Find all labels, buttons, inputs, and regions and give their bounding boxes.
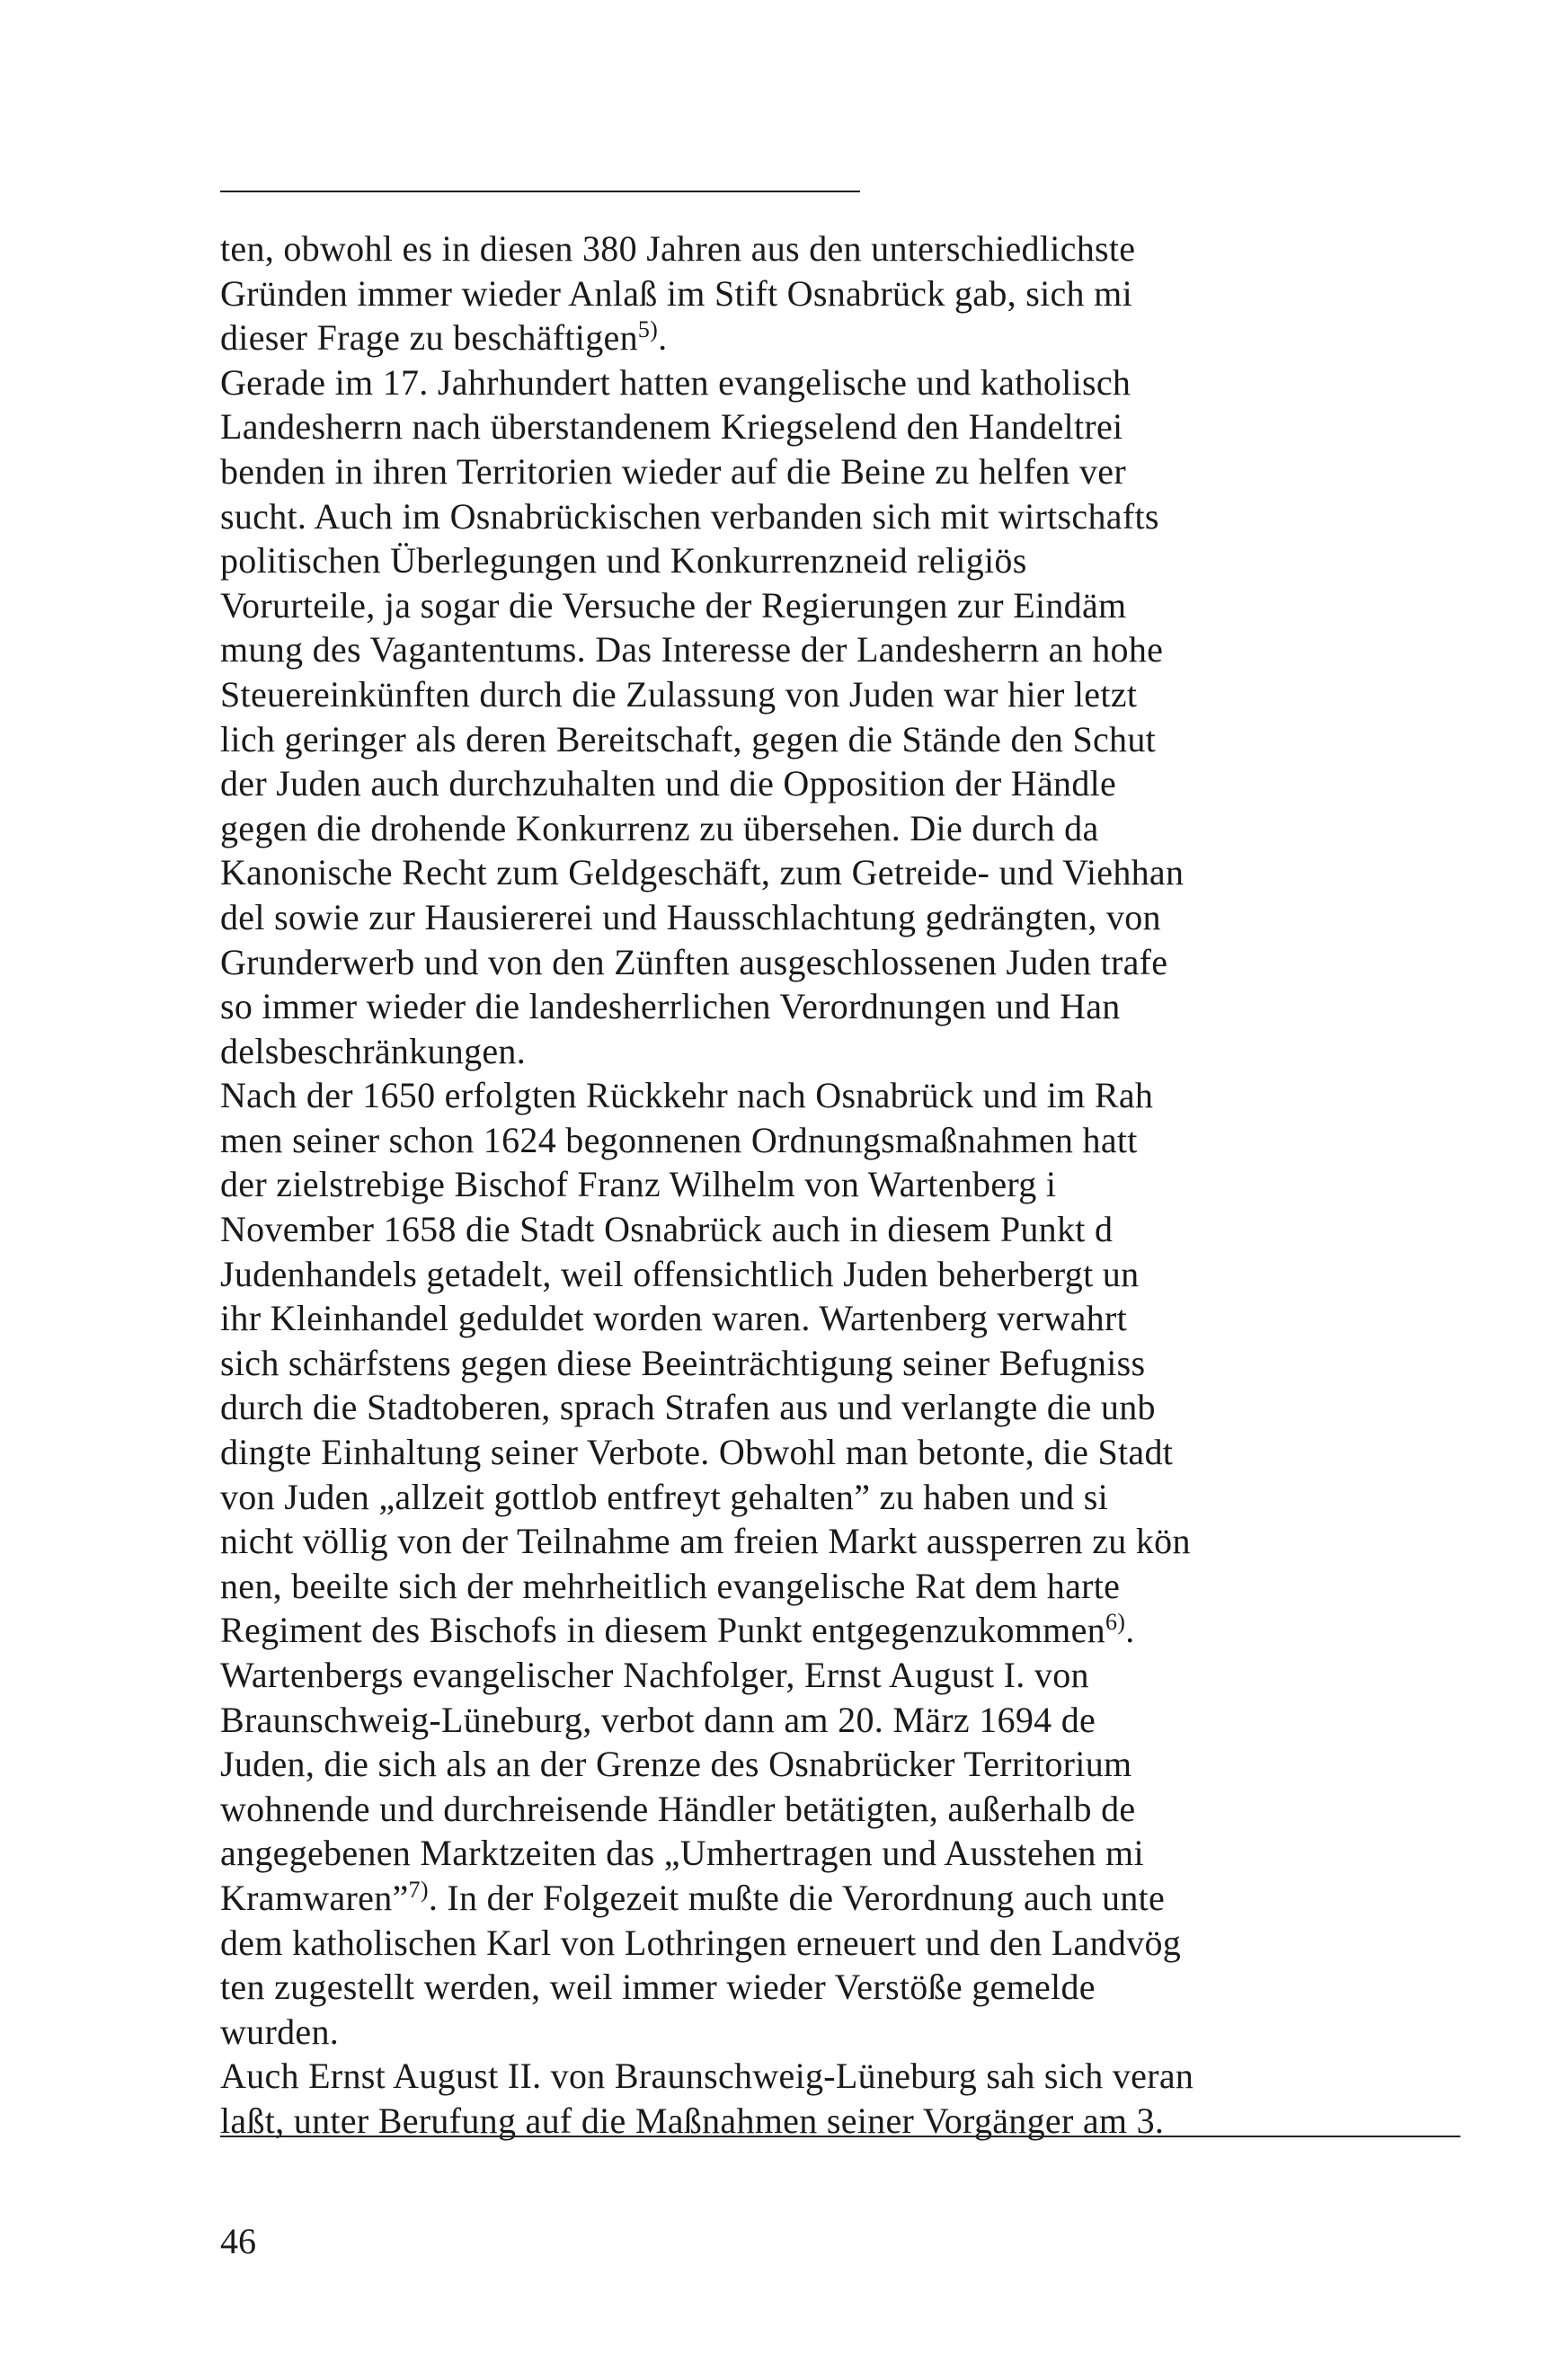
- text-line: dem katholischen Karl von Lothringen erneuert und den Landvög: [220, 1922, 1182, 1963]
- text-line: Steuereinkünften durch die Zulassung von Juden war hier letzt: [220, 673, 1138, 715]
- text-line: Gründen immer wieder Anlaß im Stift Osnabrück gab, sich mi: [220, 272, 1132, 314]
- text-line: ten zugestellt werden, weil immer wieder Verstöße gemelde: [220, 1967, 1096, 2008]
- footnote-rule: [220, 2136, 1460, 2137]
- text-line: politischen Überlegungen und Konkurrenzneid religiös: [220, 540, 1027, 582]
- text-line: durch die Stadtoberen, sprach Strafen aus und verlangte die unb: [220, 1387, 1156, 1428]
- text-line: ihr Kleinhandel geduldet worden waren. Wartenberg verwahrt: [220, 1298, 1128, 1339]
- text-line: mung des Vagantentums. Das Interesse der Landesherrn an hohe: [220, 629, 1164, 670]
- footnote-ref: 6): [1105, 1609, 1126, 1636]
- body-text: [220, 226, 1460, 2144]
- text-line: November 1658 die Stadt Osnabrück auch in diesem Punkt d: [220, 1209, 1114, 1250]
- text-line: Regiment des Bischofs in diesem Punkt entgegenzukommen$^{6)}$.: [220, 1609, 1135, 1651]
- text-line: Judenhandels getadelt, weil offensichtlich Juden beherbergt un: [220, 1253, 1140, 1294]
- text-line: Kanonische Recht zum Geldgeschäft, zum Getreide- und Viehhan: [220, 852, 1185, 893]
- text-line: del sowie zur Hausiererei und Hausschlachtung gedrängten, von: [220, 896, 1161, 937]
- text-line: angegebenen Marktzeiten das „Umhertragen und Ausstehen mi: [220, 1833, 1144, 1874]
- text-line: benden in ihren Territorien wieder auf die Beine zu helfen ver: [220, 450, 1126, 492]
- text-line: Auch Ernst August II. von Braunschweig-Lüneburg sah sich veran: [220, 2056, 1194, 2097]
- text-line: Gerade im 17. Jahrhundert hatten evangelische und katholisch: [220, 361, 1131, 403]
- text-line: gegen die drohende Konkurrenz zu übersehen. Die durch da: [220, 807, 1099, 848]
- text-line: so immer wieder die landesherrlichen Verordnungen und Han: [220, 986, 1121, 1027]
- text-line: Juden, die sich als an der Grenze des Osnabrücker Territorium: [220, 1744, 1132, 1785]
- page-number: 46: [220, 2221, 256, 2261]
- text-line: Braunschweig-Lüneburg, verbot dann am 20. März 1694 de: [220, 1699, 1096, 1740]
- top-rule: [220, 191, 860, 192]
- text-line: dieser Frage zu beschäftigen$^{5)}$.: [220, 316, 668, 359]
- text-line: von Juden „allzeit gottlob entfreyt gehalten” zu haben und si: [220, 1476, 1108, 1517]
- footnote-ref: 5): [637, 316, 659, 343]
- text-line: laßt, unter Berufung auf die Maßnahmen seiner Vorgänger am 3.: [220, 2100, 1165, 2141]
- text-line: sich schärfstens gegen diese Beeinträchtigung seiner Befugniss: [220, 1342, 1146, 1383]
- text-line: Grunderwerb und von den Zünften ausgeschlossenen Juden trafe: [220, 941, 1168, 982]
- text-line: Nach der 1650 erfolgten Rückkehr nach Osnabrück und im Rah: [220, 1075, 1154, 1116]
- text-line: Kramwaren”$^{7)}$. In der Folgezeit mußte die Verordnung auch unte: [220, 1876, 1166, 1918]
- footnote-ref: 7): [408, 1876, 429, 1903]
- text-line: sucht. Auch im Osnabrückischen verbanden sich mit wirtschafts: [220, 495, 1159, 537]
- text-line: delsbeschränkungen.: [220, 1030, 527, 1071]
- text-line: nicht völlig von der Teilnahme am freien Markt aussperren zu kön: [220, 1521, 1191, 1562]
- text-line: wurden.: [220, 2011, 340, 2052]
- text-line: Wartenbergs evangelischer Nachfolger, Ernst August I. von: [220, 1655, 1089, 1695]
- text-line: ten, obwohl es in diesen 380 Jahren aus den unterschiedlichste: [220, 228, 1136, 269]
- text-line: nen, beeilte sich der mehrheitlich evangelische Rat dem harte: [220, 1565, 1121, 1606]
- text-line: Vorurteile, ja sogar die Versuche der Regierungen zur Eindäm: [220, 584, 1127, 626]
- text-line: Landesherrn nach überstandenem Kriegselend den Handeltrei: [220, 406, 1123, 448]
- text-line: der Juden auch durchzuhalten und die Opposition der Händle: [220, 763, 1117, 804]
- text-line: dingte Einhaltung seiner Verbote. Obwohl man betonte, die Stadt: [220, 1432, 1174, 1473]
- text-line: men seiner schon 1624 begonnenen Ordnungsmaßnahmen hatt: [220, 1119, 1138, 1160]
- text-line: lich geringer als deren Bereitschaft, gegen die Stände den Schut: [220, 718, 1157, 759]
- text-line: wohnende und durchreisende Händler betätigten, außerhalb de: [220, 1788, 1136, 1829]
- text-line: der zielstrebige Bischof Franz Wilhelm von Wartenberg i: [220, 1164, 1057, 1205]
